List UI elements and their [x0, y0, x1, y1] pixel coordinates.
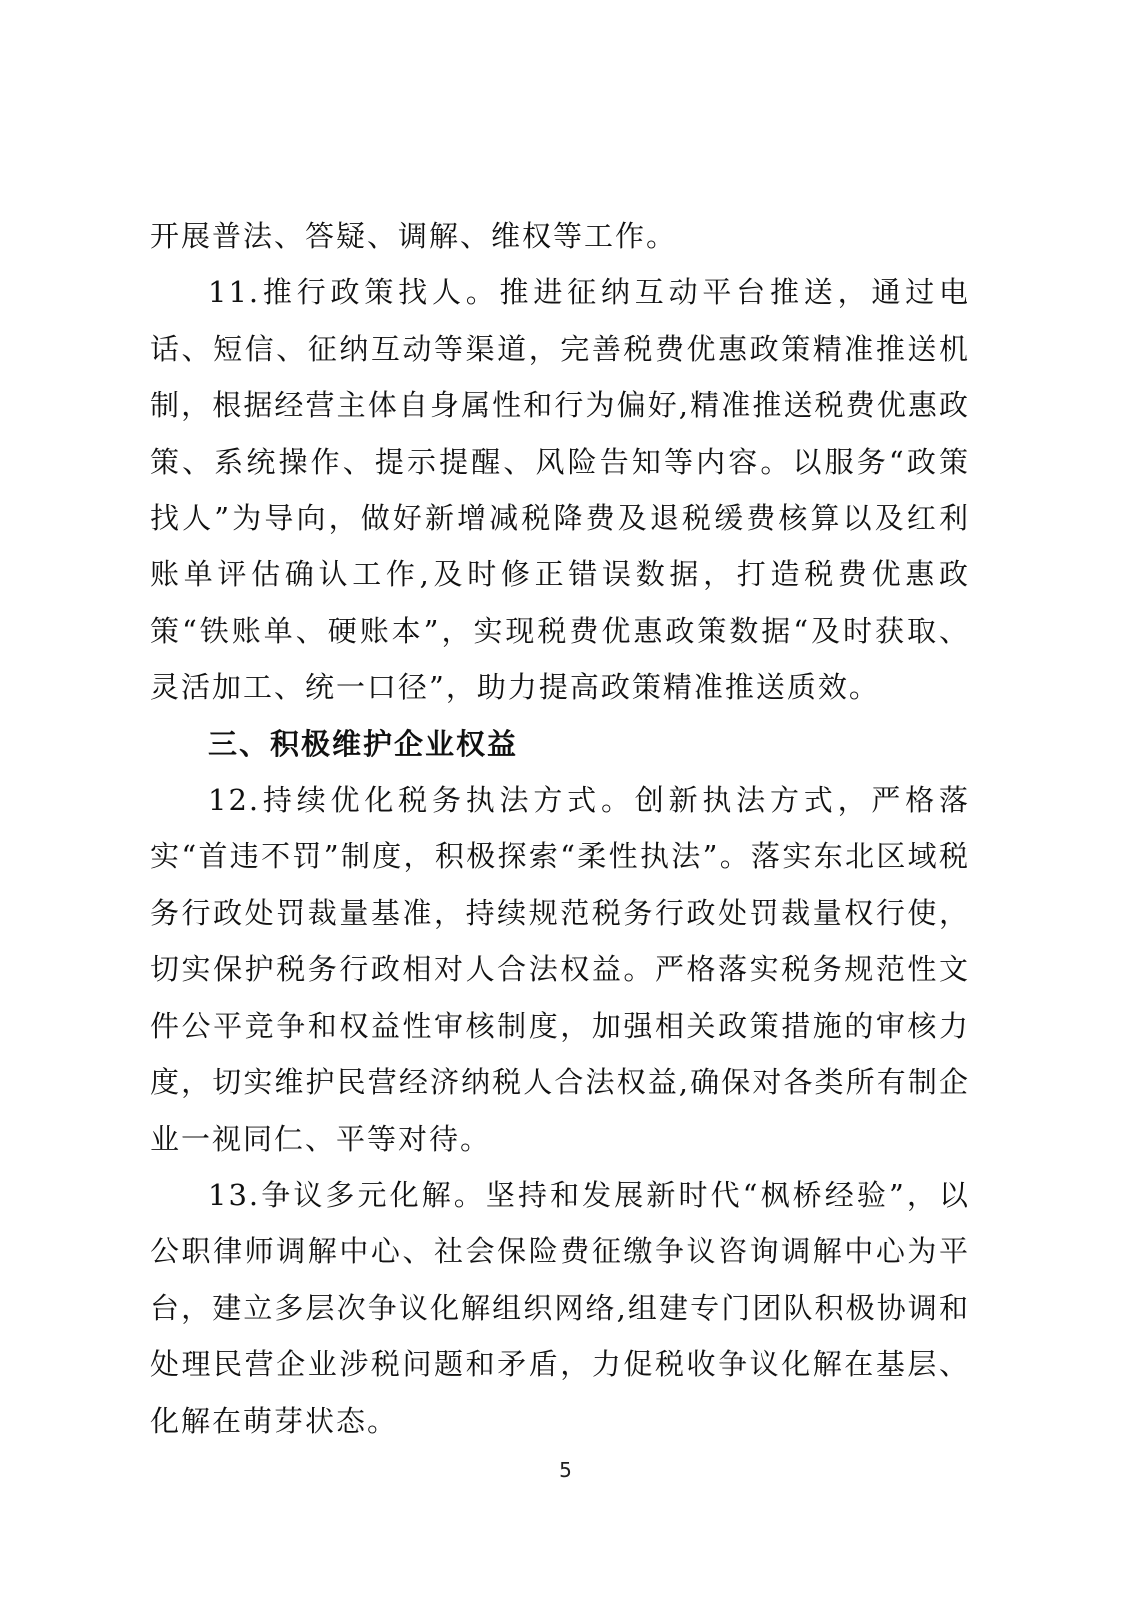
document-body	[150, 208, 970, 1449]
paragraph-item-11: 11.推行政策找人。推进征纳互动平台推送，通过电话、短信、征纳互动等渠道，完善税费优惠政策精准推送机制，根据经营主体自身属性和行为偏好,精准推送税费优惠政策、系统操作、提示提醒、风险告知等内容。以服务“政策找人”为导向，做好新增减税降费及退税缓费核算以及红利账单评估确认工作,及时修正错误数据，打造税费优惠政策“铁账单、硬账本”，实现税费优惠政策数据“及时获取、灵活加工、统一口径”，助力提高政策精准推送质效。	[150, 275, 970, 705]
paragraph-item-13: 13.争议多元化解。坚持和发展新时代“枫桥经验”，以公职律师调解中心、社会保险费征缴争议咨询调解中心为平台，建立多层次争议化解组织网络,组建专门团队积极协调和处理民营企业涉税问题和矛盾，力促税收争议化解在基层、化解在萌芽状态。	[150, 1177, 970, 1438]
paragraph-item-12: 12.持续优化税务执法方式。创新执法方式，严格落实“首违不罚”制度，积极探索“柔性执法”。落实东北区域税务行政处罚裁量基准，持续规范税务行政处罚裁量权行使，切实保护税务行政相对人合法权益。严格落实税务规范性文件公平竞争和权益性审核制度，加强相关政策措施的审核力度，切实维护民营经济纳税人合法权益,确保对各类所有制企业一视同仁、平等对待。	[150, 783, 970, 1156]
continuation-paragraph: 开展普法、答疑、调解、维权等工作。	[150, 219, 678, 253]
section-heading: 三、积极维护企业权益	[208, 726, 519, 761]
page-number: 5	[559, 1458, 572, 1482]
